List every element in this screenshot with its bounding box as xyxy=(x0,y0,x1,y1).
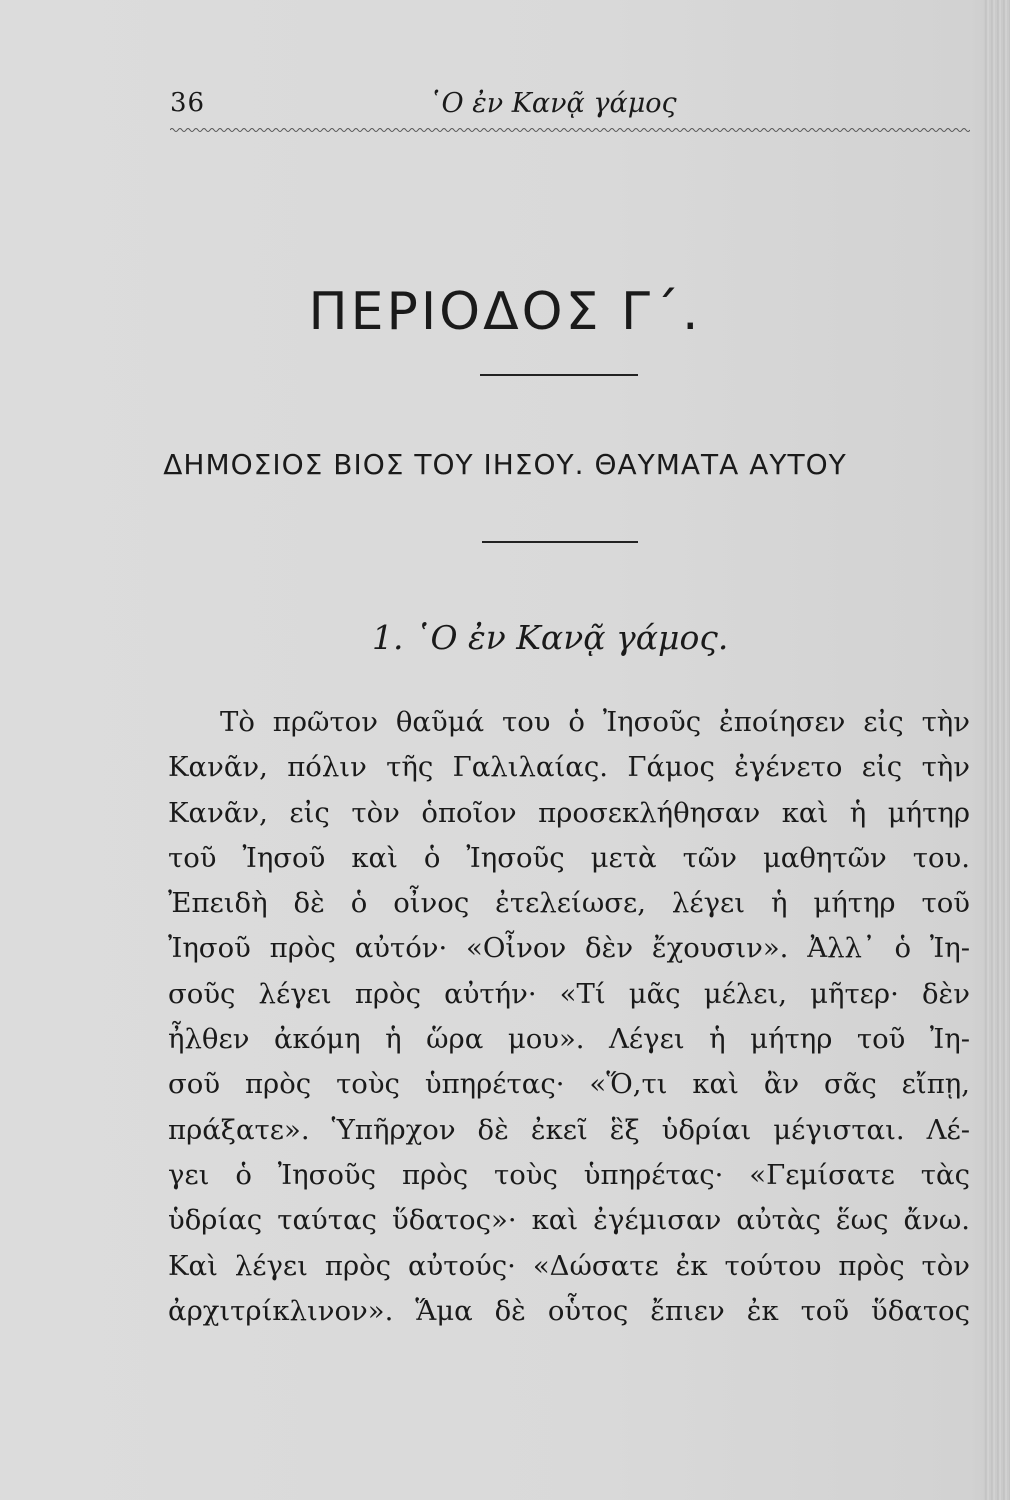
text-line: Ἰησοῦ πρὸς αὐτόν· «Οἶνον δὲν ἔχουσιν». Ἀλλ᾽ ὁ Ἰη- xyxy=(168,932,970,965)
divider-rule xyxy=(482,541,638,543)
text-line: ὑδρίας ταύτας ὕδατος»· καὶ ἐγέμισαν αὐτὰς ἕως ἄνω. xyxy=(168,1204,970,1237)
text-line: Τὸ πρῶτον θαῦμά του ὁ Ἰησοῦς ἐποίησεν εἰς τὴν xyxy=(220,706,970,738)
text-line: Κανᾶν, πόλιν τῆς Γαλιλαίας. Γάμος ἐγένετο εἰς τὴν xyxy=(168,751,970,784)
body-text xyxy=(168,700,970,1334)
text-line: γει ὁ Ἰησοῦς πρὸς τοὺς ὑπηρέτας· «Γεμίσατε τὰς xyxy=(168,1158,970,1191)
chapter-title: 1. ῾Ο ἐν Κανᾷ γάμος. xyxy=(372,618,729,657)
divider-rule xyxy=(480,374,638,376)
text-line: σοῦ πρὸς τοὺς ὑπηρέτας· «Ὅ,τι καὶ ἂν σᾶς εἴπῃ, xyxy=(168,1068,970,1101)
period-title: ΠΕΡΙΟΔΟΣ Γ΄. xyxy=(308,282,702,342)
section-title: ΔΗΜΟΣΙΟΣ ΒΙΟΣ ΤΟΥ ΙΗΣΟΥ. ΘΑΥΜΑΤΑ ΑΥΤΟΥ xyxy=(163,448,847,481)
text-line: Κανᾶν, εἰς τὸν ὁποῖον προσεκλήθησαν καὶ ἡ μήτηρ xyxy=(168,796,970,829)
page-number: 36 xyxy=(170,88,206,118)
header-wavy-rule xyxy=(170,126,970,134)
text-line: πράξατε». Ὑπῆρχον δὲ ἐκεῖ ἓξ ὑδρίαι μέγισται. Λέ- xyxy=(168,1113,970,1146)
text-line: ἀρχιτρίκλινον». Ἅμα δὲ οὗτος ἔπιεν ἐκ τοῦ ὕδατος xyxy=(168,1294,970,1327)
text-line: Καὶ λέγει πρὸς αὐτούς· «Δώσατε ἐκ τούτου πρὸς τὸν xyxy=(168,1249,970,1282)
page-edge-shadow xyxy=(984,0,1010,1500)
text-line: σοῦς λέγει πρὸς αὐτήν· «Τί μᾶς μέλει, μῆτερ· δὲν xyxy=(168,977,970,1010)
page-header xyxy=(170,88,970,128)
text-line: ἦλθεν ἀκόμη ἡ ὥρα μου». Λέγει ἡ μήτηρ τοῦ Ἰη- xyxy=(168,1023,970,1056)
text-line: τοῦ Ἰησοῦ καὶ ὁ Ἰησοῦς μετὰ τῶν μαθητῶν του. xyxy=(168,841,970,874)
text-line: Ἐπειδὴ δὲ ὁ οἶνος ἐτελείωσε, λέγει ἡ μήτηρ τοῦ xyxy=(168,887,970,920)
running-head: ῾Ο ἐν Κανᾷ γάμος xyxy=(428,88,677,119)
